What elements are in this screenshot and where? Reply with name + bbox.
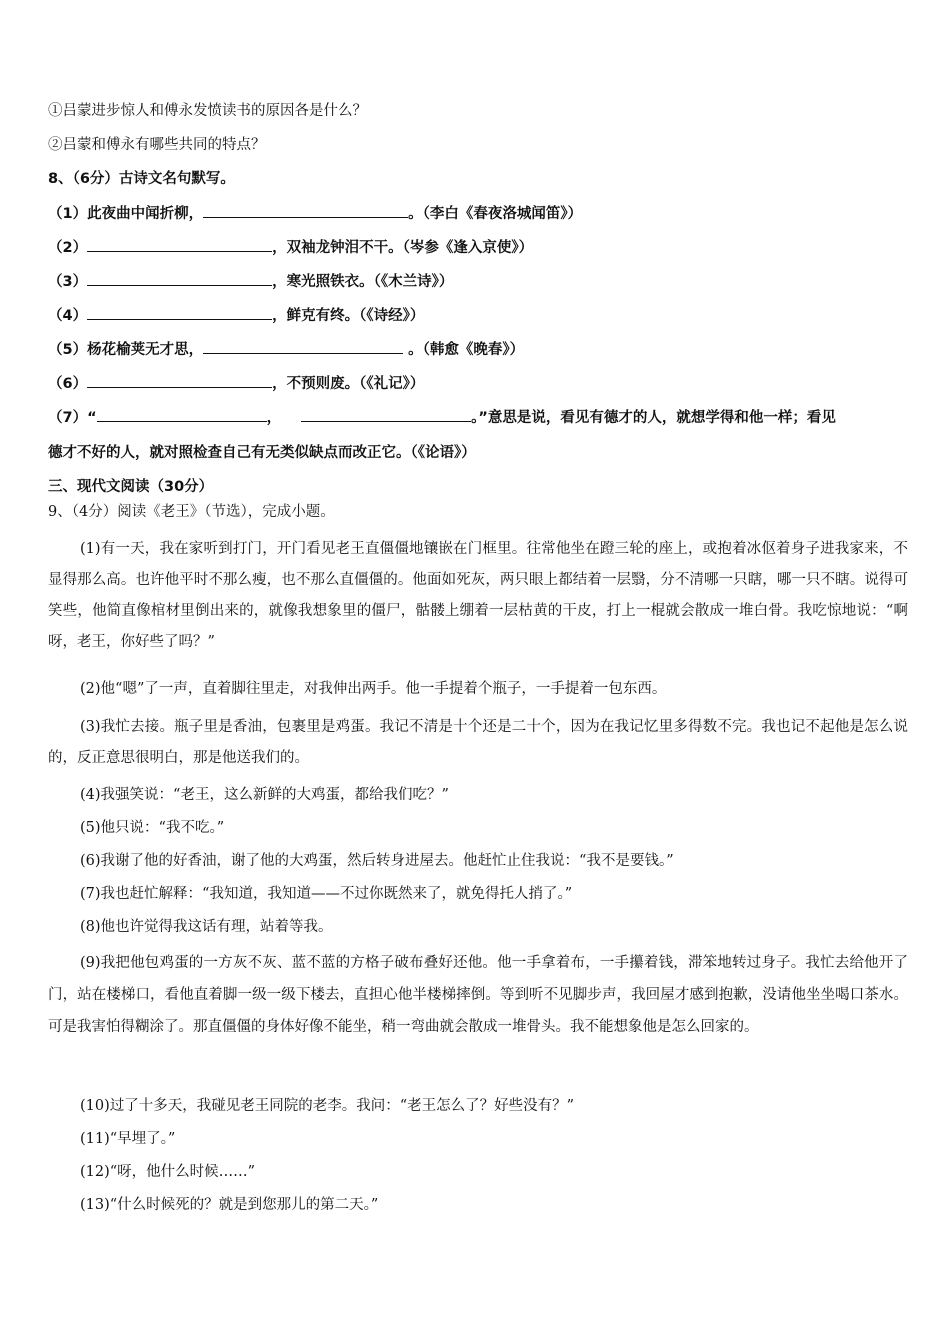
section-3-title: 三、现代文阅读（30分） bbox=[48, 479, 214, 495]
passage-paragraph-5: (5)他只说：“我不吃。” bbox=[80, 820, 225, 836]
passage-paragraph-6: (6)我谢了他的好香油，谢了他的大鸡蛋，然后转身进屋去。他赶忙止住我说：“我不是要钱。” bbox=[80, 853, 674, 869]
answer-blank[interactable] bbox=[97, 407, 267, 422]
q8-title: 8、（6分）古诗文名句默写。 bbox=[48, 171, 235, 187]
q8-item-4: （4） ，鲜克有终。（《诗经》） bbox=[48, 305, 908, 326]
q8-item-7-continued: 德才不好的人，就对照检查自己有无类似缺点而改正它。（《论语》） bbox=[48, 445, 476, 461]
passage-paragraph-2: (2)他“嗯”了一声，直着脚往里走，对我伸出两手。他一手提着个瓶子，一手提着一包东西。 bbox=[80, 681, 667, 697]
question-2: ②吕蒙和傅永有哪些共同的特点？ bbox=[48, 137, 266, 153]
passage-paragraph-9: (9)我把他包鸡蛋的一方灰不灰、蓝不蓝的方格子破布叠好还他。他一手拿着布，一手攥着钱，滞笨地转过身子。我忙去给他开了门，站在楼梯口，看他直着脚一级一级下楼去，直担心他半楼梯摔倒。等到听不见脚步声，我回屋才感到抱歉，没请他坐坐喝口茶水。可是我害怕得糊涂了。那直僵僵的身体好像不能坐，稍一弯曲就会散成一堆骨头。我不能想象他是怎么回家的。 bbox=[48, 955, 908, 1035]
passage-paragraph-12: (12)“呀，他什么时候……” bbox=[80, 1164, 256, 1180]
answer-blank[interactable] bbox=[203, 339, 403, 354]
q8-item-1: （1）此夜曲中闻折柳， 。（李白《春夜洛城闻笛》） bbox=[48, 203, 908, 224]
question-1: ①吕蒙进步惊人和傅永发愤读书的原因各是什么？ bbox=[48, 103, 367, 119]
q8-item-5: （5）杨花榆荚无才思， 。（韩愈《晚春》） bbox=[48, 339, 908, 360]
answer-blank[interactable] bbox=[203, 203, 408, 218]
answer-blank[interactable] bbox=[87, 271, 272, 286]
passage-paragraph-1: (1)有一天，我在家听到打门，开门看见老王直僵僵地镶嵌在门框里。往常他坐在蹬三轮的座上，或抱着冰伛着身子进我家来，不显得那么高。也许他平时不那么瘦，也不那么直僵僵的。他面如死灰，两只眼上都结着一层翳，分不清哪一只瞎，哪一只不瞎。说得可笑些，他简直像棺材里倒出来的，就像我想象里的僵尸，骷髅上绷着一层枯黄的干皮，打上一棍就会散成一堆白骨。我吃惊地说：“啊呀，老王，你好些了吗？” bbox=[48, 541, 908, 650]
q8-item-6: （6） ，不预则废。（《礼记》） bbox=[48, 373, 908, 394]
answer-blank[interactable] bbox=[87, 373, 272, 388]
passage-paragraph-10: (10)过了十多天，我碰见老王同院的老李。我问：“老王怎么了？好些没有？” bbox=[80, 1098, 575, 1114]
passage-paragraph-11: (11)“早埋了。” bbox=[80, 1131, 176, 1147]
q8-item-3: （3） ，寒光照铁衣。（《木兰诗》） bbox=[48, 271, 908, 292]
passage-paragraph-4: (4)我强笑说：“老王，这么新鲜的大鸡蛋，都给我们吃？” bbox=[80, 787, 449, 803]
passage-paragraph-8: (8)他也许觉得我这话有理，站着等我。 bbox=[80, 919, 333, 935]
passage-paragraph-13: (13)“什么时候死的？就是到您那儿的第二天。” bbox=[80, 1197, 379, 1213]
answer-blank[interactable] bbox=[301, 407, 471, 422]
q8-item-7: （7）“ ， 。”意思是说，看见有德才的人，就想学得和他一样；看见 bbox=[48, 407, 908, 428]
answer-blank[interactable] bbox=[87, 305, 272, 320]
passage-paragraph-3: (3)我忙去接。瓶子里是香油，包裹里是鸡蛋。我记不清是十个还是二十个，因为在我记忆里多得数不完。我也记不起他是怎么说的，反正意思很明白，那是他送我们的。 bbox=[48, 719, 908, 766]
passage-paragraph-7: (7)我也赶忙解释：“我知道，我知道——不过你既然来了，就免得托人捎了。” bbox=[80, 886, 573, 902]
q9-title: 9、（4分）阅读《老王》（节选），完成小题。 bbox=[48, 504, 335, 520]
answer-blank[interactable] bbox=[87, 237, 272, 252]
q8-item-2: （2） ，双袖龙钟泪不干。（岑参《逢入京使》） bbox=[48, 237, 908, 258]
